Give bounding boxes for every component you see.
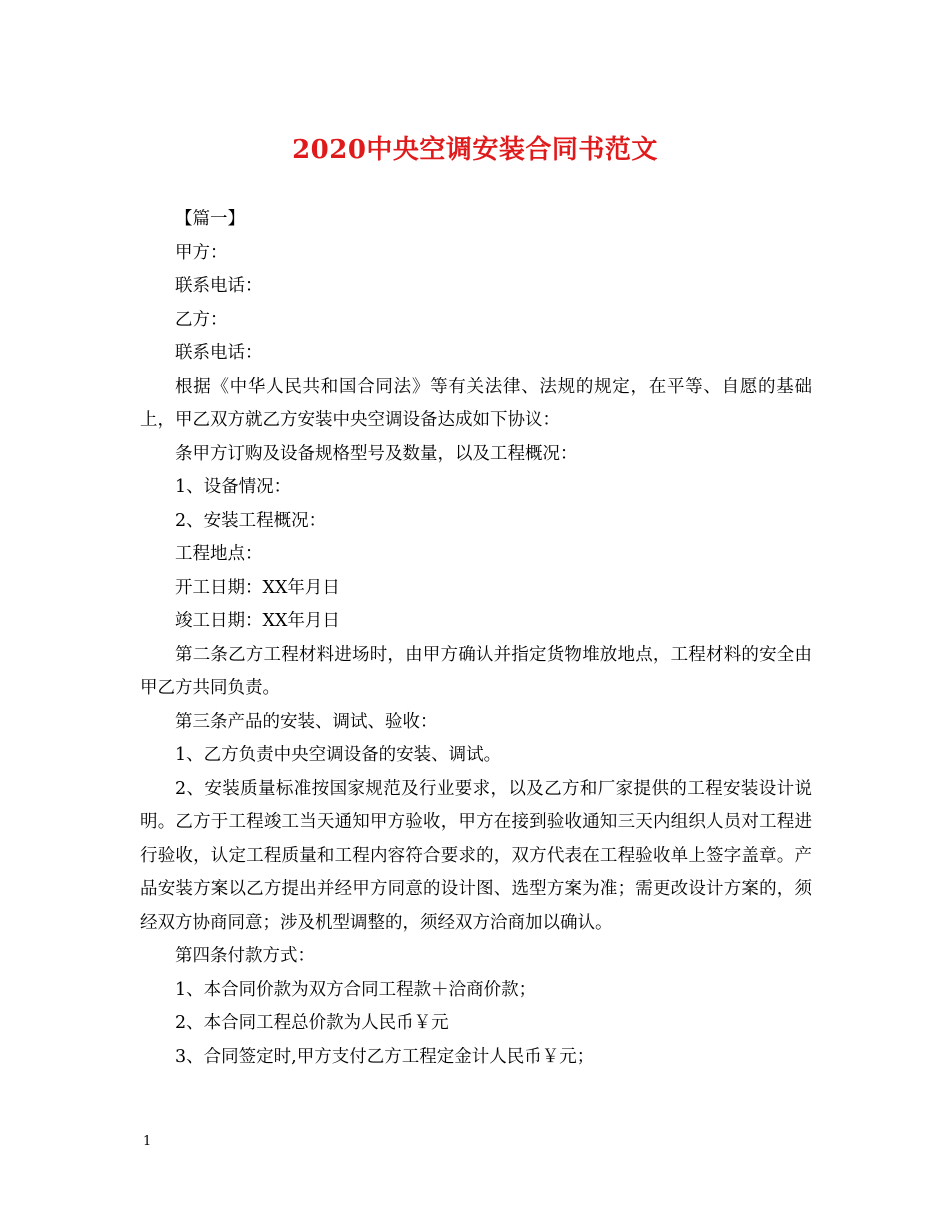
paragraph-party-b-phone: 联系电话： [175,343,263,363]
paragraph-preamble: 根据《中华人民共和国合同法》等有关法律、法规的规定，在平等、自愿的基础上，甲乙双方就乙方安装中央空调设备达成如下协议： [140,376,812,430]
paragraph-article-2: 第二条乙方工程材料进场时，由甲方确认并指定货物堆放地点，工程材料的安全由甲乙方共同负责。 [140,644,812,698]
paragraph-party-a-phone: 联系电话： [175,276,263,296]
paragraph-project-overview: 2、安装工程概况： [175,510,327,531]
paragraph-equipment: 1、设备情况： [175,477,292,497]
paragraph-article-4-item-1: 1、本合同价款为双方合同工程款＋洽商价款； [175,979,537,1000]
paragraph-section-heading: 【篇一】 [175,209,245,229]
paragraph-project-location: 工程地点： [175,544,263,564]
paragraph-party-b: 乙方： [175,309,228,330]
paragraph-article-4-item-3: 3、合同签定时,甲方支付乙方工程定金计人民币￥元； [175,1046,595,1067]
paragraph-party-a: 甲方： [175,242,228,263]
paragraph-article-1: 条甲方订购及设备规格型号及数量，以及工程概况： [175,443,578,464]
paragraph-article-4-item-2: 2、本合同工程总价款为人民币￥元 [175,1013,449,1033]
paragraph-start-date: 开工日期：XX年月日 [175,577,340,598]
page-number: 1 [143,1134,152,1149]
paragraph-article-4: 第四条付款方式： [175,946,315,966]
document-title: 2020中央空调安装合同书范文 [292,135,658,165]
paragraph-completion-date: 竣工日期：XX年月日 [175,611,340,631]
document-body [140,203,812,1074]
paragraph-article-3-item-1: 1、乙方负责中央空调设备的安装、调试。 [175,745,502,765]
paragraph-article-3: 第三条产品的安装、调试、验收： [175,711,438,732]
paragraph-article-3-item-2: 2、安装质量标准按国家规范及行业要求，以及乙方和厂家提供的工程安装设计说明。乙方于工程竣工当天通知甲方验收，甲方在接到验收通知三天内组织人员对工程进行验收，认定工程质量和工程内容符合要求的，双方代表在工程验收单上签字盖章。产品安装方案以乙方提出并经甲方同意的设计图、选型方案为准；需更改设计方案的，须经双方协商同意；涉及机型调整的，须经双方洽商加以确认。 [140,778,812,933]
